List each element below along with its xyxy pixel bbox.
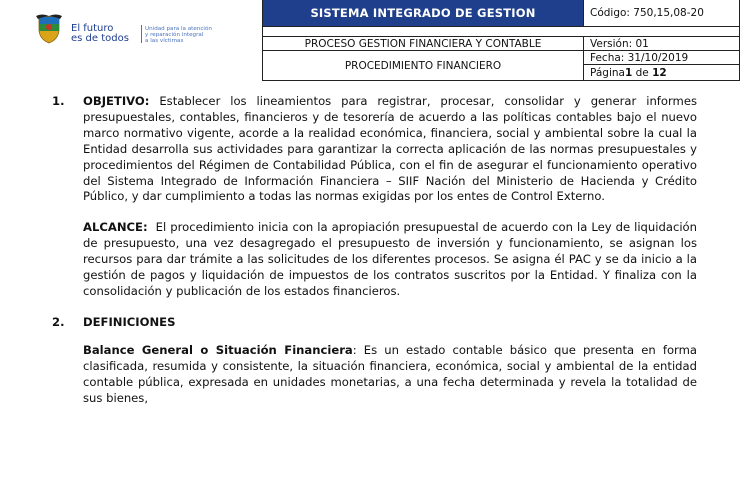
objetivo-number: 1. [52,94,65,108]
definiciones-label: DEFINICIONES [83,314,176,329]
page-current: 1 [624,66,633,79]
alcance-paragraph [52,220,701,300]
logo-sub-line1: Unidad para la atención [145,26,212,32]
colombia-coat-of-arms-icon [36,14,62,44]
logo-sub-line2: y reparación integral [145,32,204,39]
system-title: SISTEMA INTEGRADO DE GESTION [262,0,584,27]
logo-divider [141,25,142,43]
page-number [583,64,740,81]
definiciones-number: 2. [52,314,65,329]
objetivo-text: Establecer los lineamientos para registrar, procesar, consolidar y generar informes presupuestales, contables, financieros y de tesorería de acuerdo a las políticas contables bajo el nuevo marco normativo vigente, acorde a la realidad económica, financiera, social y ambiental sobre la cual la Entidad desarrolla sus actividades para garantizar la correcta aplicación de las normas presupuestales y procedimientos del Régimen de Contabilidad Pública, con el fin de asegurar el funcionamiento operativo del Sistema Integrado de Información Financiera – SIIF Nación del Ministerio de Hacienda y Crédito Público, y dar cumplimiento a todas las normas exigidas por los entes de Control Externo. [83,94,697,204]
definiciones-heading [52,315,697,331]
header-spacer [262,27,740,36]
logo-main-line1: El futuro [71,23,114,34]
balance-label: Balance General o Situación Financiera [83,342,353,357]
alcance-text: El procedimiento inicia con la apropiación presupuestal de acuerdo con la Ley de liquidación de presupuesto, una vez desagregado el presupuesto de inversión y funcionamiento, se asignan los recursos para dar trámite a las solicitudes de los diferentes procesos. Se asigna él PAC y se da inicio a la gestión de pagos y liquidación de impuestos de los contratos suscritos por la Entidad. Y finaliza con la consolidación y publicación de los estados financieros. [83,220,701,298]
objetivo-paragraph [52,94,697,205]
date-label: Fecha: 31/10/2019 [583,50,740,65]
document-header [0,0,740,80]
logo-main-line2: es de todos [71,33,129,44]
page-total: 12 [652,66,667,79]
document-body [52,94,701,421]
version-label: Versión: 01 [583,36,740,51]
page-mid: de [632,66,653,79]
logo-sub-text [145,26,245,45]
logo-block [0,0,262,80]
process-name: PROCESO GESTION FINANCIERA Y CONTABLE [262,36,584,51]
balance-text: : Es un estado contable básico que presenta en forma clasificada, resumida y consistente, la situación financiera, económica, social y ambiental de la entidad contable pública, expresada en unidades monetarias, a una fecha determinada y revela la totalidad de sus bienes, [83,342,698,405]
document-code: Código: 750,15,08-20 [583,0,740,27]
page-prefix: Página [590,66,625,79]
logo-sub-line3: a las víctimas [145,38,184,45]
alcance-label: ALCANCE: [83,220,148,235]
logo-main-text [71,24,141,44]
objetivo-label: OBJETIVO: [83,94,150,108]
procedure-name: PROCEDIMIENTO FINANCIERO [262,50,584,81]
balance-paragraph [52,343,697,407]
